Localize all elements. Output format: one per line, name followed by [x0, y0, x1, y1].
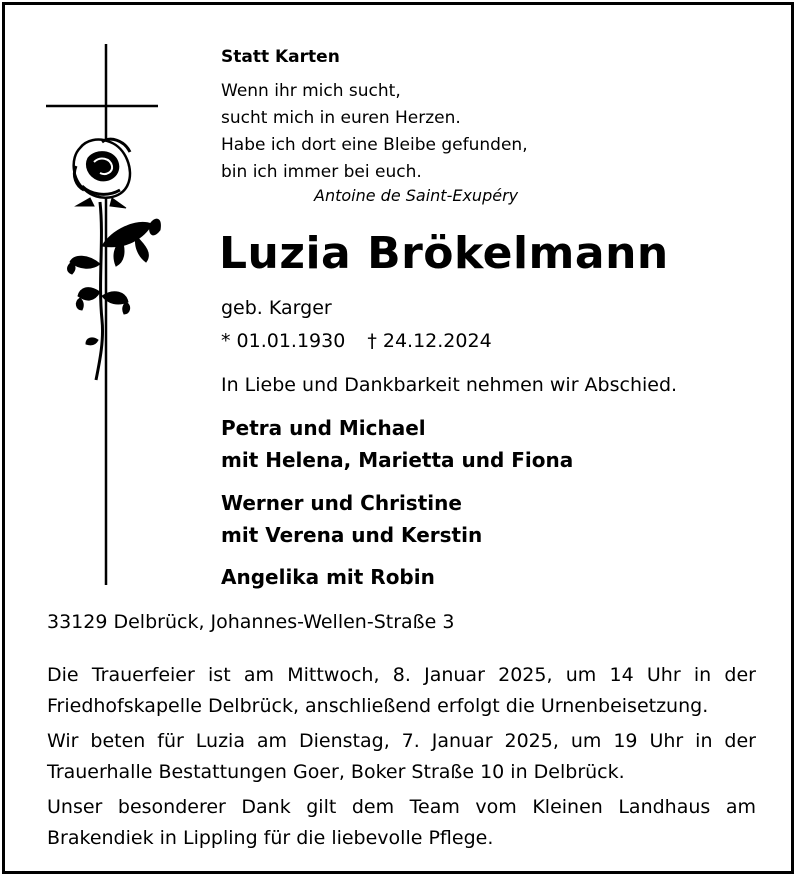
- poem-line: bin ich immer bei euch.: [221, 162, 422, 182]
- farewell-text: In Liebe und Dankbarkeit nehmen wir Abschied.: [221, 374, 678, 396]
- deceased-name: Luzia Brökelmann: [219, 228, 669, 279]
- poem-author: Antoine de Saint-Exupéry: [314, 186, 519, 205]
- birth-date: * 01.01.1930: [221, 330, 346, 352]
- poem-line: Habe ich dort eine Bleibe gefunden,: [221, 135, 528, 155]
- address: 33129 Delbrück, Johannes-Wellen-Straße 3: [47, 611, 455, 633]
- family-line: mit Verena und Kerstin: [221, 523, 483, 547]
- family-line: mit Helena, Marietta und Fiona: [221, 448, 574, 472]
- maiden-name: geb. Karger: [221, 297, 332, 319]
- family-group: [221, 412, 573, 476]
- life-dates: [221, 330, 492, 352]
- service-info: [47, 660, 756, 858]
- poem: [221, 78, 528, 186]
- family-line: Angelika mit Robin: [221, 565, 435, 589]
- header-text: Statt Karten: [221, 47, 340, 67]
- cross-with-rose-icon: [40, 40, 180, 600]
- info-paragraph: Unser besonderer Dank gilt dem Team vom Kleinen Landhaus am Brakendiek in Lippling für die liebevolle Pflege.: [47, 796, 756, 849]
- rose-icon: [68, 139, 161, 380]
- poem-line: Wenn ihr mich sucht,: [221, 81, 401, 101]
- poem-line: sucht mich in euren Herzen.: [221, 108, 461, 128]
- family-line: Werner und Christine: [221, 491, 462, 515]
- family-group: [221, 561, 435, 593]
- family-group: [221, 487, 482, 551]
- info-paragraph: Die Trauerfeier ist am Mittwoch, 8. Januar 2025, um 14 Uhr in der Friedhofskapelle Delbrück, anschließend erfolgt die Urnenbeisetzung.: [47, 664, 756, 717]
- info-paragraph: Wir beten für Luzia am Dienstag, 7. Januar 2025, um 19 Uhr in der Trauerhalle Bestattungen Goer, Boker Straße 10 in Delbrück.: [47, 730, 756, 783]
- death-date: † 24.12.2024: [367, 330, 492, 352]
- family-line: Petra und Michael: [221, 416, 426, 440]
